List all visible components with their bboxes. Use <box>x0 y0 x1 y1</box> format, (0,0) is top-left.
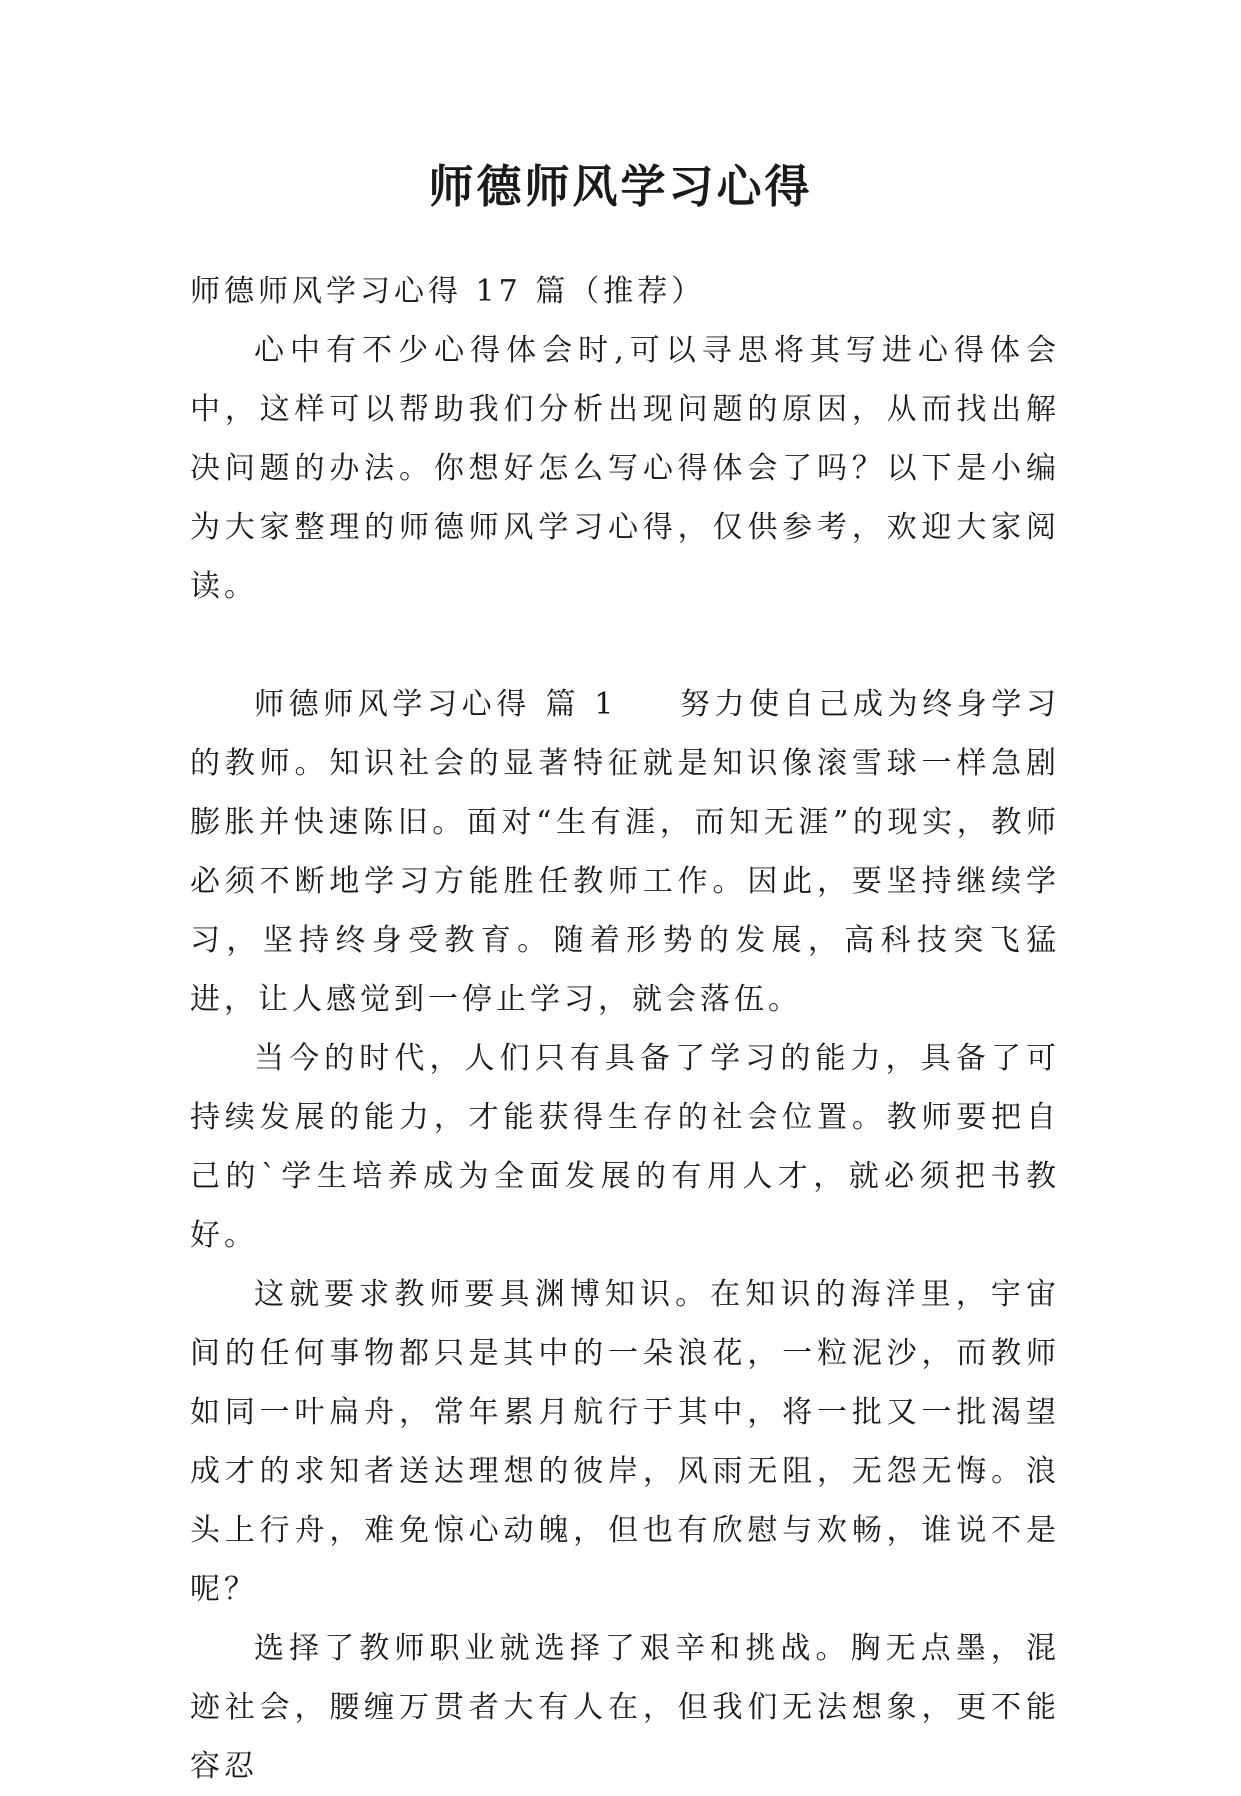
section-1-paragraph-2: 当今的时代，人们只有具备了学习的能力，具备了可持续发展的能力，才能获得生存的社会位置。教师要把自己的`学生培养成为全面发展的有用人才，就必须把书教好。 <box>190 1041 1060 1253</box>
intro-paragraph: 心中有不少心得体会时,可以寻思将其写进心得体会中，这样可以帮助我们分析出现问题的原因，从而找出解决问题的办法。你想好怎么写心得体会了吗？以下是小编为大家整理的师德师风学习心得，仅供参考，欢迎大家阅读。 <box>190 333 1060 604</box>
document-subtitle: 师德师风学习心得 17 篇（推荐） <box>190 274 706 309</box>
section-spacer <box>190 616 1060 675</box>
section-1-paragraph-4: 选择了教师职业就选择了艰辛和挑战。胸无点墨，混迹社会，腰缠万贯者大有人在，但我们无法想象，更不能容忍 <box>190 1631 1060 1784</box>
section-1-paragraph-3: 这就要求教师要具渊博知识。在知识的海洋里，宇宙间的任何事物都只是其中的一朵浪花，一粒泥沙，而教师如同一叶扁舟，常年累月航行于其中，将一批又一批渴望成才的求知者送达理想的彼岸，风雨无阻，无怨无悔。浪头上行舟，难免惊心动魄，但也有欣慰与欢畅，谁说不是呢？ <box>190 1277 1060 1607</box>
section-1-number: 篇 1 <box>544 687 618 722</box>
section-1-paragraph-1-text: 努力使自己成为终身学习的教师。知识社会的显著特征就是知识像滚雪球一样急剧膨胀并快速陈旧。面对“生有涯，而知无涯”的现实，教师必须不断地学习方能胜任教师工作。因此，要坚持继续学习，坚持终身受教育。随着形势的发展，高科技突飞猛进，让人感觉到一停止学习，就会落伍。 <box>190 687 1061 1017</box>
document-title: 师德师风学习心得 <box>428 160 813 213</box>
section-1-first-paragraph <box>190 675 1060 1029</box>
document-body <box>190 262 1060 1796</box>
section-1-heading: 师德师风学习心得 <box>254 687 531 722</box>
